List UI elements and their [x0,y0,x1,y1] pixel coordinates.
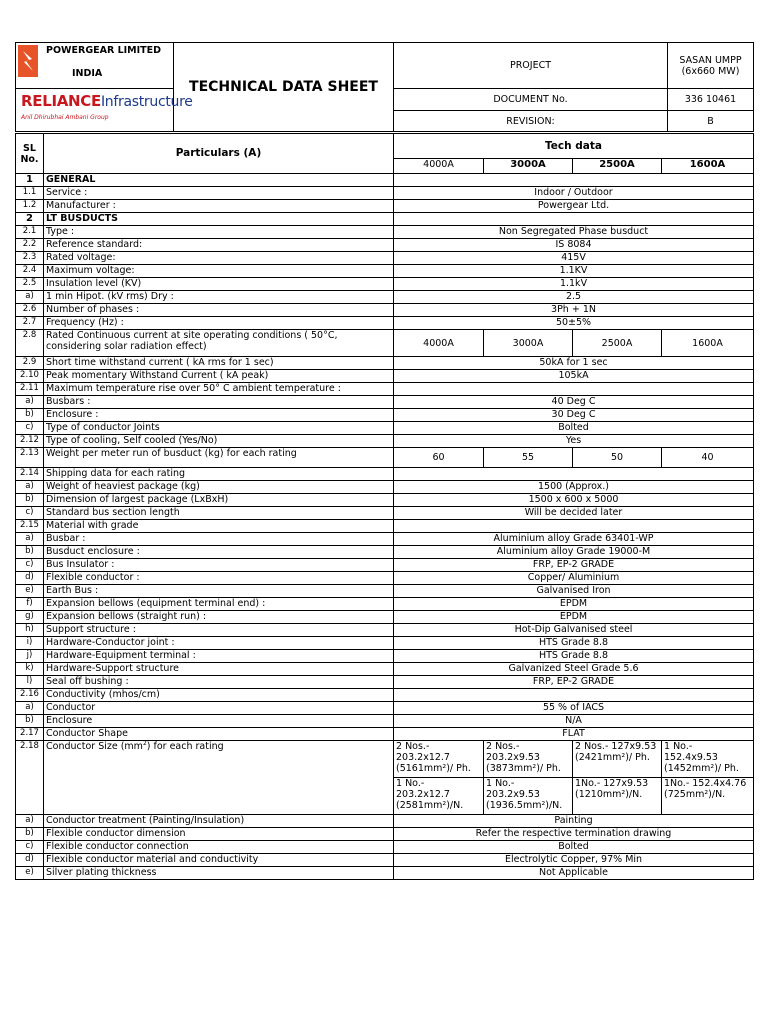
revision-label: REVISION: [394,111,668,132]
rating-value-cell: 40 [662,448,754,468]
header-table [15,42,754,132]
tech-data-value: 30 Deg C [394,409,754,422]
company-country: INDIA [72,68,103,79]
tech-data-value [394,468,754,481]
rating-value-cell: 4000A [394,330,484,357]
row-sl: 1.2 [16,200,44,213]
conductor-size-neutral-cell [662,778,754,815]
reliance-group-text: Anil Dhirubhai Ambani Group [21,114,109,121]
table-row [16,624,754,637]
table-row [16,330,754,357]
conductor-size-neutral-cell [573,778,662,815]
row-particulars: Rated voltage: [44,252,394,265]
document-label: DOCUMENT No. [394,89,668,111]
row-particulars: Hardware-Conductor joint : [44,637,394,650]
row-sl: f) [16,598,44,611]
tech-data-value: 1.1kV [394,278,754,291]
row-particulars: Expansion bellows (equipment terminal end) : [44,598,394,611]
row-particulars: Conductor Size $(mm^2)$ for each rating [44,741,394,815]
tech-data-value: Not Applicable [394,867,754,880]
table-row [16,715,754,728]
tech-data-value: EPDM [394,611,754,624]
conductor-size-line: 152.4x9.53 [664,752,718,763]
table-row [16,174,754,187]
particulars-header: Particulars (A) [44,134,394,174]
tech-data-value: 50±5% [394,317,754,330]
row-particulars: Standard bus section length [44,507,394,520]
tech-data-value: Bolted [394,422,754,435]
conductor-size-line: (2421mm²)/ Ph. [575,752,650,763]
row-sl: c) [16,841,44,854]
conductor-size-line: 2 Nos.- [396,741,430,752]
row-particulars: Conductor [44,702,394,715]
table-row [16,200,754,213]
row-sl: a) [16,533,44,546]
row-sl: 2.5 [16,278,44,291]
table-row [16,370,754,383]
row-particulars: Dimension of largest package (LxBxH) [44,494,394,507]
tech-data-value: Electrolytic Copper, 97% Min [394,854,754,867]
tech-data-value: Bolted [394,841,754,854]
row-particulars: Type of cooling, Self cooled (Yes/No) [44,435,394,448]
tech-data-value [394,520,754,533]
table-row [16,828,754,841]
table-row [16,396,754,409]
conductor-size-line: 1No.- 152.4x4.76 [664,778,747,789]
project-value: SASAN UMPP (6x660 MW) [668,43,754,89]
table-row [16,867,754,880]
row-particulars: Flexible conductor material and conductivity [44,854,394,867]
row-particulars: Busbar : [44,533,394,546]
conductor-size-line: (1936.5mm²)/N. [486,800,563,811]
tech-data-value: HTS Grade 8.8 [394,637,754,650]
tech-data-value: EPDM [394,598,754,611]
tech-data-value: 1500 x 600 x 5000 [394,494,754,507]
conductor-size-line: 2 Nos.- [486,741,520,752]
row-particulars: Frequency (Hz) : [44,317,394,330]
row-particulars: Flexible conductor dimension [44,828,394,841]
tech-data-value: 3Ph + 1N [394,304,754,317]
row-sl: d) [16,572,44,585]
row-sl: 2.9 [16,357,44,370]
row-sl: 2.6 [16,304,44,317]
table-row [16,468,754,481]
table-row [16,291,754,304]
table-row [16,317,754,330]
tech-data-value: FRP, EP-2 GRADE [394,676,754,689]
table-row [16,409,754,422]
tech-data-value [394,689,754,702]
row-sl: k) [16,663,44,676]
row-sl: b) [16,409,44,422]
row-particulars: Busduct enclosure : [44,546,394,559]
tech-data-value: Aluminium alloy Grade 63401-WP [394,533,754,546]
row-sl: c) [16,422,44,435]
table-row [16,572,754,585]
table-row [16,702,754,715]
row-particulars: Earth Bus : [44,585,394,598]
table-row [16,533,754,546]
row-sl: e) [16,585,44,598]
table-row [16,481,754,494]
conductor-size-line: (1452mm²)/ Ph. [664,763,739,774]
row-particulars: Number of phases : [44,304,394,317]
row-sl: b) [16,715,44,728]
tech-data-value: FLAT [394,728,754,741]
row-sl: a) [16,815,44,828]
row-particulars: Manufacturer : [44,200,394,213]
table-row [16,741,754,778]
tech-data-value: 1.1KV [394,265,754,278]
conductor-size-line: (5161mm²)/ Ph. [396,763,471,774]
row-particulars: Hardware-Equipment terminal : [44,650,394,663]
rating-value-cell: 2500A [573,330,662,357]
table-row [16,226,754,239]
reliance-logo-block [16,89,193,132]
conductor-size-line: 203.2x12.7 [396,789,450,800]
tech-data-value: 105kA [394,370,754,383]
tech-data-value: Refer the respective termination drawing [394,828,754,841]
tech-data-value: Powergear Ltd. [394,200,754,213]
row-particulars: Short time withstand current ( kA rms for 1 sec) [44,357,394,370]
table-row [16,841,754,854]
conductor-size-phase-cell [662,741,754,778]
table-row [16,435,754,448]
row-particulars: Rated Continuous current at site operating conditions ( 50°C, considering solar radiation effect) [44,330,394,357]
tech-data-header: Tech data [394,134,754,159]
row-particulars: Maximum voltage: [44,265,394,278]
conductor-size-line: (3873mm²)/ Ph. [486,763,561,774]
row-sl: 2.8 [16,330,44,357]
tech-data-value [394,213,754,226]
row-particulars: Type of conductor Joints [44,422,394,435]
table-row [16,520,754,533]
data-table [15,133,754,880]
conductor-size-phase-cell [484,741,573,778]
table-row [16,546,754,559]
row-sl: 2.4 [16,265,44,278]
tech-data-value: 40 Deg C [394,396,754,409]
table-row [16,422,754,435]
company-name: POWERGEAR LIMITED [46,45,162,56]
row-sl: b) [16,828,44,841]
tech-data-value [394,174,754,187]
row-particulars: Flexible conductor connection [44,841,394,854]
row-sl: d) [16,854,44,867]
row-particulars: Busbars : [44,396,394,409]
row-particulars: Silver plating thickness [44,867,394,880]
conductor-size-neutral-cell [394,778,484,815]
row-sl: a) [16,481,44,494]
row-particulars: Seal off bushing : [44,676,394,689]
conductor-size-line: (725mm²)/N. [664,789,726,800]
tech-data-value: Yes [394,435,754,448]
tech-data-value: N/A [394,715,754,728]
technical-data-sheet [15,42,753,880]
conductor-size-line: 1 No.- [664,741,693,752]
row-particulars: Conductivity (mhos/cm) [44,689,394,702]
tech-data-value: HTS Grade 8.8 [394,650,754,663]
rating-value-cell: 55 [484,448,573,468]
tech-data-value: Painting [394,815,754,828]
table-row [16,383,754,396]
page-title: TECHNICAL DATA SHEET [174,43,394,132]
conductor-size-neutral-cell [484,778,573,815]
row-particulars: Enclosure [44,715,394,728]
row-particulars: Conductor treatment (Painting/Insulation) [44,815,394,828]
rating-header: 3000A [484,159,573,174]
row-particulars: Weight of heaviest package (kg) [44,481,394,494]
table-row [16,304,754,317]
row-sl: i) [16,637,44,650]
row-particulars: Reference standard: [44,239,394,252]
row-particulars: Bus Insulator : [44,559,394,572]
table-row [16,239,754,252]
revision-value: B [668,111,754,132]
conductor-size-line: 203.2x12.7 [396,752,450,763]
rating-value-cell: 60 [394,448,484,468]
table-row [16,815,754,828]
table-row [16,265,754,278]
row-particulars: Service : [44,187,394,200]
row-sl: a) [16,396,44,409]
table-row [16,585,754,598]
tech-data-value: Non Segregated Phase busduct [394,226,754,239]
rating-header: 4000A [394,159,484,174]
row-sl: c) [16,559,44,572]
powergear-logo-block [16,43,174,89]
row-sl: l) [16,676,44,689]
row-sl: 2 [16,213,44,226]
rating-value-cell: 3000A [484,330,573,357]
table-row [16,637,754,650]
row-sl: 2.13 [16,448,44,468]
section-heading: LT BUSDUCTS [44,213,394,226]
table-row [16,252,754,265]
row-sl: 2.2 [16,239,44,252]
row-particulars: Peak momentary Withstand Current ( kA peak) [44,370,394,383]
table-row [16,650,754,663]
reliance-logo: RELIANCEInfrastructure [21,92,193,110]
row-particulars: Shipping data for each rating [44,468,394,481]
conductor-size-line: 1 No.- [486,778,515,789]
row-sl: h) [16,624,44,637]
row-particulars: 1 min Hipot. (kV rms) Dry : [44,291,394,304]
tech-data-value: Indoor / Outdoor [394,187,754,200]
table-row [16,598,754,611]
rating-header: 1600A [662,159,754,174]
table-row [16,494,754,507]
section-heading: GENERAL [44,174,394,187]
row-sl: 2.1 [16,226,44,239]
tech-data-value: FRP, EP-2 GRADE [394,559,754,572]
tech-data-value [394,383,754,396]
document-number: 336 10461 [668,89,754,111]
row-sl: b) [16,546,44,559]
conductor-size-phase-cell [394,741,484,778]
row-particulars: Weight per meter run of busduct (kg) for each rating [44,448,394,468]
row-sl: a) [16,291,44,304]
row-sl: b) [16,494,44,507]
table-row [16,187,754,200]
row-particulars: Support structure : [44,624,394,637]
row-sl: 1 [16,174,44,187]
tech-data-value: 55 % of IACS [394,702,754,715]
table-row [16,689,754,702]
rating-value-cell: 50 [573,448,662,468]
conductor-size-line: 203.2x9.53 [486,752,540,763]
table-row [16,854,754,867]
rating-header: 2500A [573,159,662,174]
table-row [16,278,754,291]
table-row [16,728,754,741]
row-sl: 2.14 [16,468,44,481]
tech-data-value: 415V [394,252,754,265]
tech-data-value: 1500 (Approx.) [394,481,754,494]
table-row [16,357,754,370]
table-row [16,448,754,468]
project-label: PROJECT [394,43,668,89]
sl-no-header: SL No. [16,134,44,174]
row-particulars: Maximum temperature rise over 50° C ambient temperature : [44,383,394,396]
row-sl: c) [16,507,44,520]
row-particulars: Insulation level (KV) [44,278,394,291]
tech-data-value: Galvanised Iron [394,585,754,598]
row-sl: 2.7 [16,317,44,330]
row-particulars: Material with grade [44,520,394,533]
conductor-size-line: 2 Nos.- 127x9.53 [575,741,657,752]
powergear-logo-icon [18,45,38,77]
conductor-size-line: 1No.- 127x9.53 [575,778,649,789]
rating-value-cell: 1600A [662,330,754,357]
table-row [16,611,754,624]
tech-data-value: IS 8084 [394,239,754,252]
row-sl: 1.1 [16,187,44,200]
conductor-size-line: (2581mm²)/N. [396,800,464,811]
conductor-size-phase-cell [573,741,662,778]
row-particulars: Hardware-Support structure [44,663,394,676]
row-sl: g) [16,611,44,624]
tech-data-value: Aluminium alloy Grade 19000-M [394,546,754,559]
row-sl: 2.16 [16,689,44,702]
conductor-size-line: (1210mm²)/N. [575,789,643,800]
table-row [16,213,754,226]
row-sl: 2.18 [16,741,44,815]
tech-data-value: Will be decided later [394,507,754,520]
row-particulars: Conductor Shape [44,728,394,741]
row-sl: e) [16,867,44,880]
tech-data-value: 50kA for 1 sec [394,357,754,370]
row-particulars: Type : [44,226,394,239]
row-sl: j) [16,650,44,663]
row-sl: 2.3 [16,252,44,265]
row-particulars: Flexible conductor : [44,572,394,585]
row-sl: 2.12 [16,435,44,448]
tech-data-value: 2.5 [394,291,754,304]
tech-data-value: Galvanized Steel Grade 5.6 [394,663,754,676]
row-sl: 2.10 [16,370,44,383]
row-particulars: Expansion bellows (straight run) : [44,611,394,624]
table-row [16,663,754,676]
table-row [16,676,754,689]
conductor-size-line: 203.2x9.53 [486,789,540,800]
row-particulars: Enclosure : [44,409,394,422]
row-sl: a) [16,702,44,715]
table-row [16,507,754,520]
conductor-size-line: 1 No.- [396,778,425,789]
tech-data-value: Copper/ Aluminium [394,572,754,585]
tech-data-value: Hot-Dip Galvanised steel [394,624,754,637]
row-sl: 2.15 [16,520,44,533]
row-sl: 2.11 [16,383,44,396]
row-sl: 2.17 [16,728,44,741]
table-row [16,559,754,572]
